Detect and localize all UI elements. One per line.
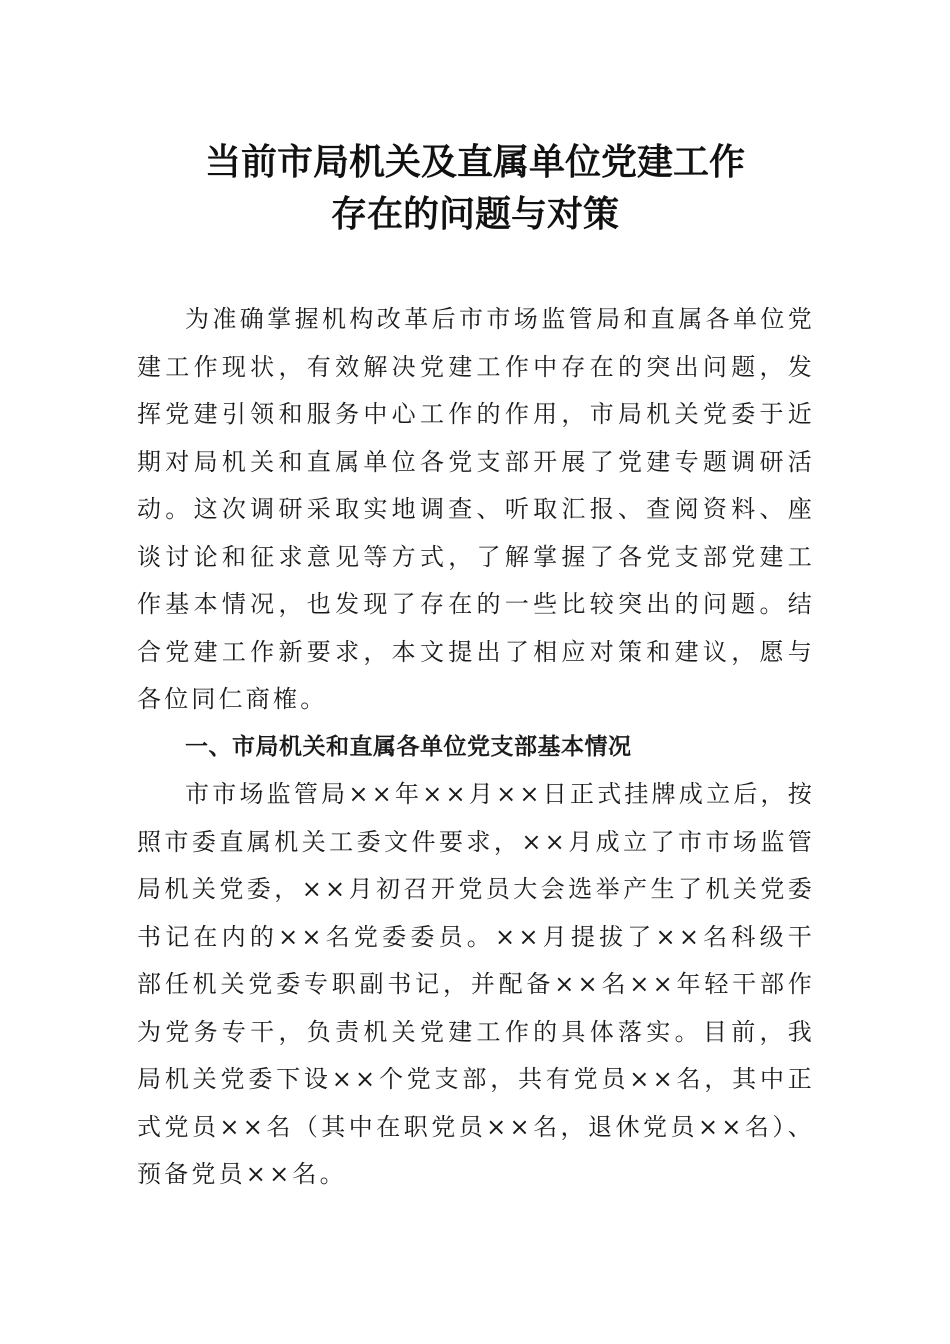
section-1-heading: 一、市局机关和直属各单位党支部基本情况	[185, 733, 632, 760]
intro-paragraph: 为准确掌握机构改革后市市场监管局和直属各单位党建工作现状，有效解决党建工作中存在的突出问题，发挥党建引领和服务中心工作的作用，市局机关党委于近期对局机关和直属单位各党支部开展了党建专题调研活动。这次调研采取实地调查、听取汇报、查阅资料、座谈讨论和征求意见等方式，了解掌握了各党支部党建工作基本情况，也发现了存在的一些比较突出的问题。结合党建工作新要求，本文提出了相应对策和建议，愿与各位同仁商榷。	[137, 305, 815, 713]
section-1-paragraph: 市市场监管局××年××月××日正式挂牌成立后，按照市委直属机关工委文件要求，××月成立了市市场监管局机关党委，××月初召开党员大会选举产生了机关党委书记在内的××名党委委员。××月提拔了××名科级干部任机关党委专职副书记，并配备××名××年轻干部作为党务专干，负责机关党建工作的具体落实。目前，我局机关党委下设××个党支部，共有党员××名，其中正式党员××名（其中在职党员××名，退休党员××名）、预备党员××名。	[137, 780, 815, 1188]
document-body	[137, 296, 815, 1199]
document-title	[0, 136, 950, 240]
title-line-2: 存在的问题与对策	[330, 193, 619, 235]
title-line-1: 当前市局机关及直属单位党建工作	[204, 141, 745, 183]
